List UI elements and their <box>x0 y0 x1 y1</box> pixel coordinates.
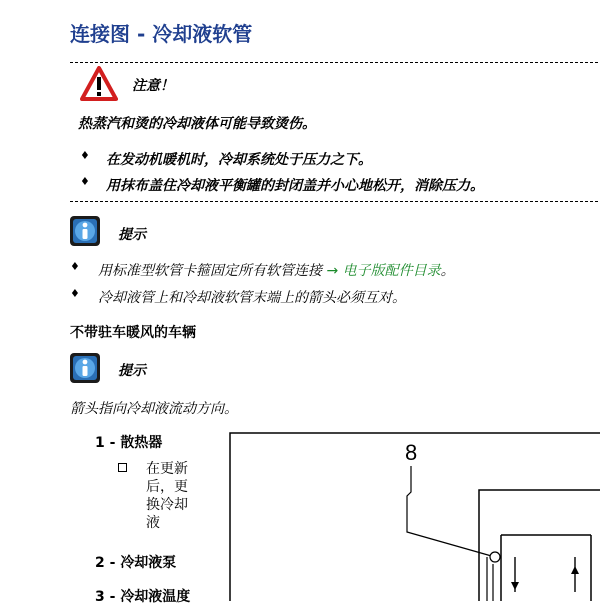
parts-catalog-link[interactable]: → 电子版配件目录 <box>326 263 441 279</box>
page-title: 连接图 - 冷却液软管 <box>70 22 253 46</box>
legend-item: 3 - 冷却液温度 <box>95 589 191 605</box>
hint-text: 箭头指向冷却液流动方向。 <box>70 401 238 417</box>
bullet-diamond-icon: ♦ <box>80 149 90 162</box>
bullet-diamond-icon: ♦ <box>80 175 90 188</box>
legend-item: 1 - 散热器 <box>95 435 163 451</box>
bullet-diamond-icon: ♦ <box>70 287 80 300</box>
warning-box: 注意！ 热蒸汽和烫的冷却液体可能导致烫伤。 ♦ 在发动机暖机时，冷却系统处于压力之下。 ♦ 用抹布盖住冷却液平衡罐的封闭盖并小心地松开，消除压力。 <box>70 62 598 202</box>
checkbox-bullet-icon <box>118 463 127 472</box>
flow-arrow-head <box>571 566 579 574</box>
hint-heading: 提示 <box>118 227 146 243</box>
warning-text: 热蒸汽和烫的冷却液体可能导致烫伤。 <box>78 116 316 132</box>
info-icon <box>70 216 100 246</box>
flow-arrow-head <box>511 582 519 590</box>
info-icon <box>70 353 100 383</box>
hose-connection-diagram <box>229 432 600 601</box>
diagram-callout-label: 8 <box>405 440 418 465</box>
section-heading: 不带驻车暖风的车辆 <box>70 325 196 341</box>
legend-item: 2 - 冷却液泵 <box>95 555 177 571</box>
warning-heading: 注意！ <box>132 78 174 94</box>
hint-heading: 提示 <box>118 363 146 379</box>
bullet-diamond-icon: ♦ <box>70 260 80 273</box>
warning-triangle-icon <box>80 66 118 102</box>
